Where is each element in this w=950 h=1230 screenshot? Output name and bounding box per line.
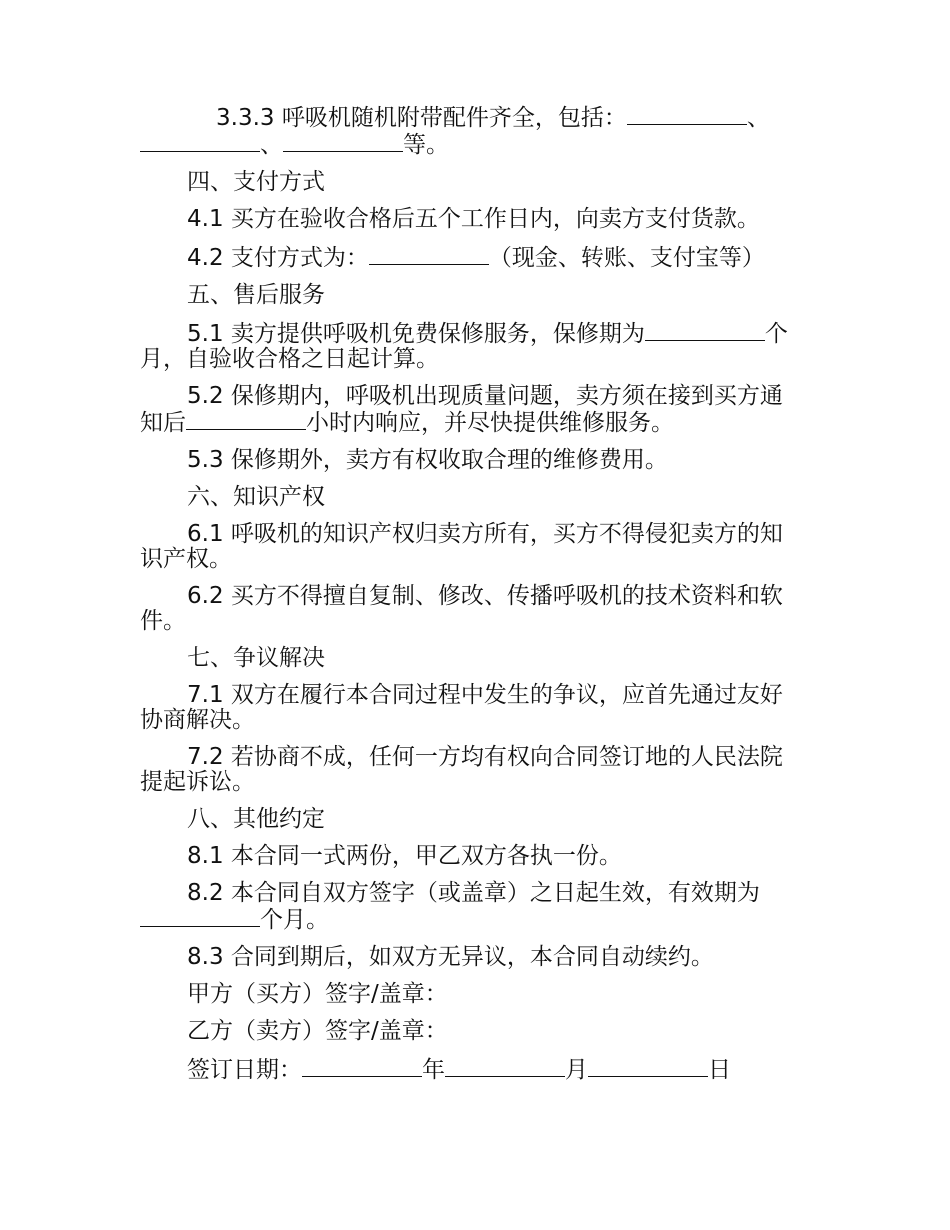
paragraph-text: 5.3 保修期外，卖方有权收取合理的维修费用。	[187, 447, 668, 473]
paragraph-text: 年	[422, 1057, 445, 1083]
paragraph-p4	[140, 244, 802, 271]
paragraph-p2	[140, 170, 802, 195]
paragraph-text: 、	[746, 105, 770, 131]
fill-in-blank	[369, 244, 489, 265]
paragraph-text: 6.2 买方不得擅自复制、修改、传播呼吸机的技术资料和软件。	[140, 583, 783, 634]
paragraph-text: 六、知识产权	[187, 484, 325, 510]
paragraph-p19	[140, 982, 802, 1007]
paragraph-p3	[140, 207, 802, 232]
paragraph-text: 五、售后服务	[187, 282, 325, 308]
paragraph-p11	[140, 584, 802, 634]
paragraph-p1	[140, 104, 802, 158]
paragraph-p5	[140, 283, 802, 308]
paragraph-p9	[140, 485, 802, 510]
fill-in-blank	[588, 1056, 708, 1077]
fill-in-blank	[140, 131, 260, 152]
paragraph-text: （现金、转账、支付宝等）	[488, 245, 765, 271]
paragraph-text: 8.3 合同到期后，如双方无异议，本合同自动续约。	[187, 944, 714, 970]
paragraph-p6	[140, 320, 802, 372]
paragraph-text: 4.1 买方在验收合格后五个工作日内，向卖方支付货款。	[187, 206, 760, 232]
fill-in-blank	[186, 409, 306, 430]
fill-in-blank	[627, 104, 747, 125]
paragraph-p15	[140, 807, 802, 832]
paragraph-text: 甲方（买方）签字/盖章：	[187, 981, 448, 1007]
paragraph-p12	[140, 646, 802, 671]
fill-in-blank	[140, 906, 260, 927]
fill-in-blank	[645, 320, 765, 341]
paragraph-p20	[140, 1019, 802, 1044]
paragraph-text: 5.1 卖方提供呼吸机免费保修服务，保修期为	[187, 321, 645, 347]
paragraph-text: 7.1 双方在履行本合同过程中发生的争议，应首先通过友好协商解决。	[140, 682, 783, 733]
paragraph-text: 3.3.3 呼吸机随机附带配件齐全，包括：	[216, 105, 627, 131]
paragraph-text: 四、支付方式	[187, 169, 325, 195]
paragraph-text: 等。	[403, 132, 449, 158]
paragraph-text: 日	[708, 1057, 731, 1083]
paragraph-p17	[140, 881, 802, 933]
paragraph-text: 七、争议解决	[187, 645, 325, 671]
document-body	[140, 104, 802, 1095]
paragraph-p21	[140, 1056, 802, 1083]
paragraph-text: 6.1 呼吸机的知识产权归卖方所有，买方不得侵犯卖方的知识产权。	[140, 521, 783, 572]
paragraph-text: 签订日期：	[187, 1057, 302, 1083]
paragraph-text: 7.2 若协商不成，任何一方均有权向合同签订地的人民法院提起诉讼。	[140, 744, 783, 795]
paragraph-text: 八、其他约定	[187, 806, 325, 832]
fill-in-blank	[445, 1056, 565, 1077]
paragraph-text: 个月，自验收合格之日起计算。	[140, 321, 788, 372]
paragraph-p13	[140, 683, 802, 733]
paragraph-text: 小时内响应，并尽快提供维修服务。	[306, 410, 674, 436]
fill-in-blank	[283, 131, 403, 152]
paragraph-p8	[140, 448, 802, 473]
paragraph-text: 8.1 本合同一式两份，甲乙双方各执一份。	[187, 843, 622, 869]
paragraph-text: 8.2 本合同自双方签字（或盖章）之日起生效，有效期为	[187, 880, 760, 906]
paragraph-p18	[140, 945, 802, 970]
paragraph-text: 5.2 保修期内，呼吸机出现质量问题，卖方须在接到买方通知后	[140, 383, 783, 436]
paragraph-p10	[140, 522, 802, 572]
paragraph-p14	[140, 745, 802, 795]
paragraph-text: 、	[260, 132, 283, 158]
paragraph-text: 月	[565, 1057, 588, 1083]
paragraph-text: 乙方（卖方）签字/盖章：	[187, 1018, 448, 1044]
paragraph-p7	[140, 384, 802, 436]
paragraph-text: 个月。	[260, 907, 329, 933]
fill-in-blank	[302, 1056, 422, 1077]
paragraph-text: 4.2 支付方式为：	[187, 245, 369, 271]
paragraph-p16	[140, 844, 802, 869]
